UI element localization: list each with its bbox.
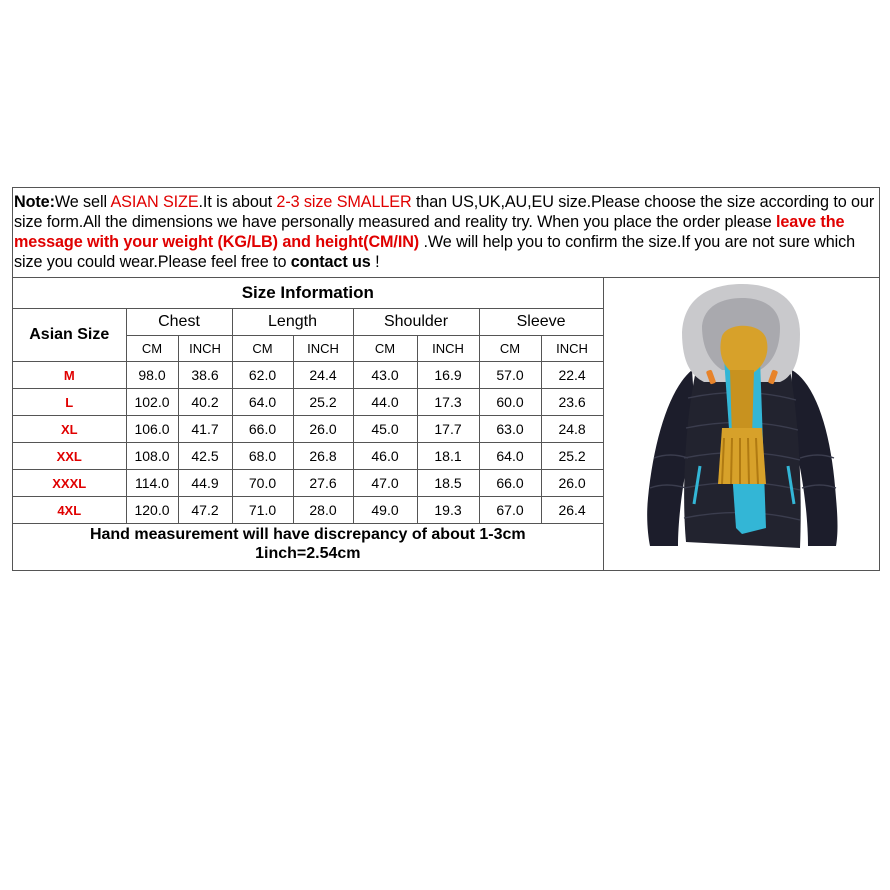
- table-cell: 98.0: [126, 362, 178, 389]
- table-cell: 26.0: [541, 470, 603, 497]
- table-cell: 43.0: [353, 362, 417, 389]
- table-row: [13, 443, 603, 470]
- table-cell: 25.2: [541, 443, 603, 470]
- table-cell: 64.0: [232, 389, 293, 416]
- table-row: [13, 497, 603, 524]
- table-cell: 64.0: [479, 443, 541, 470]
- table-cell: 70.0: [232, 470, 293, 497]
- column-group-chest: Chest: [126, 309, 232, 336]
- table-cell: 26.4: [541, 497, 603, 524]
- table-cell: 120.0: [126, 497, 178, 524]
- note-asian-size: ASIAN SIZE: [110, 193, 199, 211]
- table-cell: 47.2: [178, 497, 232, 524]
- unit-header: INCH: [541, 336, 603, 362]
- table-row: [13, 470, 603, 497]
- column-group-length: Length: [232, 309, 353, 336]
- unit-header: CM: [479, 336, 541, 362]
- table-row: [13, 416, 603, 443]
- unit-header: CM: [353, 336, 417, 362]
- table-cell: 22.4: [541, 362, 603, 389]
- table-cell: 62.0: [232, 362, 293, 389]
- table-cell: 60.0: [479, 389, 541, 416]
- column-group-shoulder: Shoulder: [353, 309, 479, 336]
- note-contact-us: contact us: [290, 253, 371, 271]
- size-label: XL: [13, 416, 126, 443]
- table-cell: 18.1: [417, 443, 479, 470]
- table-cell: 46.0: [353, 443, 417, 470]
- table-cell: 17.3: [417, 389, 479, 416]
- product-photo: [603, 278, 879, 570]
- table-cell: 24.8: [541, 416, 603, 443]
- table-cell: 67.0: [479, 497, 541, 524]
- table-cell: 45.0: [353, 416, 417, 443]
- note-text-4: .We will help you to confirm the size.If you are not sure which size you could wear.Please feel free to: [14, 233, 856, 271]
- asian-size-header: Asian Size: [13, 309, 126, 362]
- table-cell: 40.2: [178, 389, 232, 416]
- jacket-illustration: [604, 278, 879, 570]
- table-cell: 106.0: [126, 416, 178, 443]
- table-cell: 25.2: [293, 389, 353, 416]
- unit-header: INCH: [417, 336, 479, 362]
- note-text-5: !: [370, 253, 380, 271]
- size-label: M: [13, 362, 126, 389]
- size-table-container: [13, 278, 603, 570]
- table-cell: 24.4: [293, 362, 353, 389]
- table-title: Size Information: [13, 278, 603, 309]
- note-text-2: .It is about: [198, 193, 277, 211]
- note-text-3: than US,UK,AU,EU size.Please choose the size according to our size form.All the dimensions we have personally measured and reality try. When you place the order please: [14, 193, 875, 231]
- table-cell: 66.0: [479, 470, 541, 497]
- unit-header: CM: [126, 336, 178, 362]
- table-cell: 49.0: [353, 497, 417, 524]
- table-cell: 41.7: [178, 416, 232, 443]
- footer-inch-conversion: 1inch=2.54cm: [255, 545, 361, 562]
- table-cell: 28.0: [293, 497, 353, 524]
- table-cell: 68.0: [232, 443, 293, 470]
- table-cell: 27.6: [293, 470, 353, 497]
- table-cell: 71.0: [232, 497, 293, 524]
- table-cell: 23.6: [541, 389, 603, 416]
- table-row: [13, 389, 603, 416]
- size-table: [13, 278, 604, 564]
- table-cell: 26.8: [293, 443, 353, 470]
- table-cell: 19.3: [417, 497, 479, 524]
- table-cell: 66.0: [232, 416, 293, 443]
- note-text-1: We sell: [54, 193, 111, 211]
- table-cell: 114.0: [126, 470, 178, 497]
- size-label: XXL: [13, 443, 126, 470]
- table-cell: 63.0: [479, 416, 541, 443]
- size-label: 4XL: [13, 497, 126, 524]
- size-chart-panel: [12, 187, 880, 571]
- table-footer: [13, 524, 603, 565]
- size-note: [13, 188, 879, 278]
- table-cell: 44.9: [178, 470, 232, 497]
- column-group-sleeve: Sleeve: [479, 309, 603, 336]
- table-cell: 26.0: [293, 416, 353, 443]
- unit-header: INCH: [178, 336, 232, 362]
- table-cell: 47.0: [353, 470, 417, 497]
- table-cell: 38.6: [178, 362, 232, 389]
- note-label: Note:: [14, 193, 55, 211]
- table-cell: 17.7: [417, 416, 479, 443]
- table-cell: 57.0: [479, 362, 541, 389]
- table-cell: 44.0: [353, 389, 417, 416]
- table-cell: 16.9: [417, 362, 479, 389]
- table-cell: 108.0: [126, 443, 178, 470]
- table-cell: 42.5: [178, 443, 232, 470]
- note-leave-message: leave the message with your weight (KG/LB) and height(CM/IN): [14, 213, 845, 251]
- table-cell: 102.0: [126, 389, 178, 416]
- table-row: [13, 362, 603, 389]
- table-cell: 18.5: [417, 470, 479, 497]
- size-label: XXXL: [13, 470, 126, 497]
- unit-header: INCH: [293, 336, 353, 362]
- unit-header: CM: [232, 336, 293, 362]
- note-smaller: 2-3 size SMALLER: [276, 193, 412, 211]
- size-label: L: [13, 389, 126, 416]
- footer-discrepancy-note: Hand measurement will have discrepancy of about 1-3cm: [89, 526, 526, 543]
